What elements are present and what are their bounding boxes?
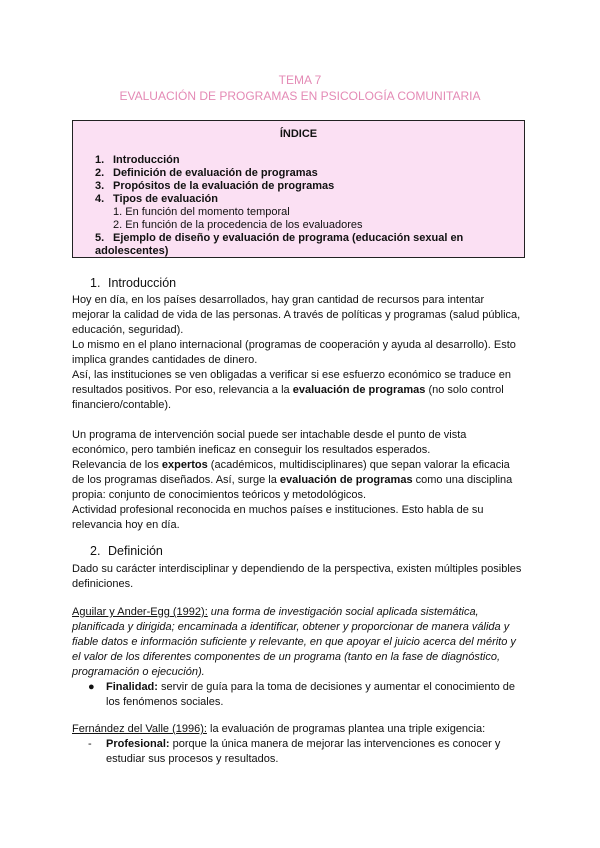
list-item: Profesional: porque la única manera de mejorar las intervenciones es conocer y (106, 738, 501, 750)
index-subitem: 2. En función de la procedencia de los evaluadores (113, 219, 363, 231)
paragraph-line: Lo mismo en el plano internacional (programas de cooperación y ayuda al desarrollo). Esto (72, 339, 516, 351)
index-item: 2. Definición de evaluación de programas (95, 167, 318, 179)
paragraph-line: económico, pero también ineficaz en conseguir los resultados esperados. (72, 444, 431, 456)
citation-fernandez: Fernández del Valle (1996): (72, 723, 207, 735)
paragraph-line: Así, las instituciones se ven obligadas a verificar si ese esfuerzo económico se traduce en (72, 369, 512, 381)
document-title: EVALUACIÓN DE PROGRAMAS EN PSICOLOGÍA COMUNITARIA (119, 89, 481, 103)
paragraph-line: programación o ejecución). (72, 666, 205, 678)
paragraph-line: Dado su carácter interdisciplinar y dependiendo de la perspectiva, existen múltiples posibles (72, 563, 522, 575)
index-item: 4. Tipos de evaluación (95, 193, 218, 205)
paragraph-line: Actividad profesional reconocida en muchos países e instituciones. Esto habla de su (72, 504, 484, 516)
list-item-continuation: estudiar sus procesos y resultados. (106, 753, 279, 765)
index-item: 5. Ejemplo de diseño y evaluación de programa (educación sexual en (95, 232, 464, 244)
paragraph-line: Fernández del Valle (1996): la evaluación de programas plantea una triple exigencia: (72, 723, 486, 735)
dash-marker: - (88, 738, 92, 750)
paragraph-line: resultados positivos. Por eso, relevancia a la evaluación de programas (no solo control (72, 384, 504, 396)
list-item: Finalidad: servir de guía para la toma de decisiones y aumentar el conocimiento de (106, 681, 516, 693)
tema-number: TEMA 7 (278, 73, 322, 87)
paragraph-line: de los programas diseñados. Así, surge la evaluación de programas como una disciplina (72, 474, 513, 486)
index-heading: ÍNDICE (279, 128, 318, 140)
paragraph-line: Un programa de intervención social puede ser intachable desde el punto de vista (72, 429, 467, 441)
paragraph-line: el valor de los diferentes componentes de un programa (tanto en la fase de diagnóstico, (72, 651, 501, 663)
paragraph-line: Hoy en día, en los países desarrollados, hay gran cantidad de recursos para intentar (72, 294, 485, 306)
paragraph-line: mejorar la calidad de vida de las personas. A través de políticas y programas (salud pública, (72, 309, 521, 321)
index-subitem: 1. En función del momento temporal (113, 206, 290, 218)
paragraph-line: implica grandes cantidades de dinero. (72, 354, 258, 366)
paragraph-line: fiable datos e información suficiente y relevante, en que apoyar el juicio acerca del mérito y (72, 636, 516, 648)
paragraph-line: Relevancia de los expertos (académicos, multidisciplinares) que sepan valorar la eficacia (72, 459, 510, 471)
paragraph-line: propia: conjunto de conocimientos teóricos y metodológicos. (72, 489, 367, 501)
index-item: 3. Propósitos de la evaluación de programas (95, 180, 335, 192)
paragraph-line: financiero/contable). (72, 399, 172, 411)
index-item: 1. Introducción (95, 154, 180, 166)
bullet-icon: ● (88, 681, 95, 693)
list-item-continuation: los fenómenos sociales. (106, 696, 224, 708)
paragraph-line: definiciones. (72, 578, 134, 590)
paragraph-line: educación, seguridad). (72, 324, 184, 336)
citation-aguilar: Aguilar y Ander-Egg (1992): (72, 606, 208, 618)
paragraph-line: Aguilar y Ander-Egg (1992): una forma de investigación social aplicada sistemática, (72, 606, 479, 618)
paragraph-line: relevancia hoy en día. (72, 519, 180, 531)
index-item-continuation: adolescentes) (95, 245, 169, 257)
index-box (72, 120, 525, 258)
paragraph-line: planificada y dirigida; encaminada a identificar, obtener y proporcionar de manera válida y (72, 621, 510, 633)
